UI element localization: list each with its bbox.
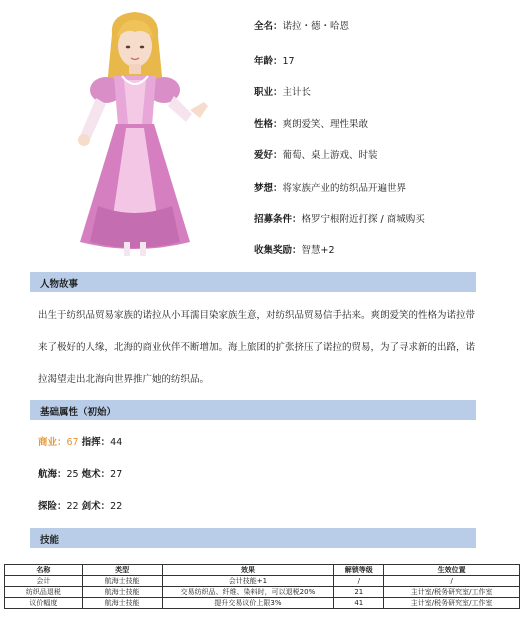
attribute-commerce-label: 商业： bbox=[38, 437, 67, 448]
attribute-swordsmanship-value: 22 bbox=[110, 501, 123, 512]
skills-table bbox=[4, 564, 520, 609]
attribute-commerce-value: 67 bbox=[66, 437, 79, 448]
attribute-swordsmanship-label: 剑术： bbox=[81, 501, 111, 512]
profile-row-recruit: 招募条件：格罗宁根附近打探 / 商城购买 bbox=[254, 214, 425, 225]
attribute-navigation-label: 航海： bbox=[38, 469, 67, 480]
cell-unlock-level: 41 bbox=[334, 598, 384, 609]
col-header-name: 名称 bbox=[5, 565, 83, 576]
cell-location: 主计室/税务研究室/工作室 bbox=[384, 598, 520, 609]
col-header-unlock-level: 解锁等级 bbox=[334, 565, 384, 576]
cell-type: 航海士技能 bbox=[82, 587, 162, 598]
attributes-section-header bbox=[30, 400, 476, 420]
attribute-gunnery-label: 炮术： bbox=[81, 469, 111, 480]
attribute-command-value: 44 bbox=[110, 437, 123, 448]
story-section-header bbox=[30, 272, 476, 292]
skills-section-title: 技能 bbox=[40, 535, 60, 546]
col-header-type: 类型 bbox=[82, 565, 162, 576]
cell-name: 纺织品退税 bbox=[5, 587, 83, 598]
table-row bbox=[5, 598, 520, 609]
cell-unlock-level: / bbox=[334, 576, 384, 587]
cell-type: 航海士技能 bbox=[82, 598, 162, 609]
profile-row-dream: 梦想：将家族产业的纺织品开遍世界 bbox=[254, 183, 407, 194]
attribute-row bbox=[38, 434, 122, 448]
profile-row-fullname: 全名：诺拉・德・哈恩 bbox=[254, 21, 350, 32]
attribute-exploration-label: 探险： bbox=[38, 501, 67, 512]
cell-location: / bbox=[384, 576, 520, 587]
col-header-effect: 效果 bbox=[162, 565, 334, 576]
story-section-title: 人物故事 bbox=[40, 279, 79, 290]
attributes-section-title: 基础属性（初始） bbox=[40, 407, 117, 418]
profile-row-age: 年龄：17 bbox=[254, 56, 295, 67]
cell-name: 议价幅度 bbox=[5, 598, 83, 609]
skills-section-header bbox=[30, 528, 476, 548]
attribute-navigation-value: 25 bbox=[66, 469, 79, 480]
cell-location: 主计室/税务研究室/工作室 bbox=[384, 587, 520, 598]
attribute-gunnery-value: 27 bbox=[110, 469, 123, 480]
cell-effect: 提升交易议价上限3% bbox=[162, 598, 334, 609]
table-header-row bbox=[5, 565, 520, 576]
col-header-location: 生效位置 bbox=[384, 565, 520, 576]
cell-effect: 交易纺织品、纤维、染料时，可以退税20% bbox=[162, 587, 334, 598]
profile-row-personality: 性格：爽朗爱笑、理性果敢 bbox=[254, 119, 369, 130]
cell-unlock-level: 21 bbox=[334, 587, 384, 598]
attribute-command-label: 指挥： bbox=[81, 437, 111, 448]
profile-row-reward: 收集奖励：智慧+2 bbox=[254, 245, 335, 256]
story-text: 出生于纺织品贸易家族的诺拉从小耳濡目染家族生意，对纺织品贸易信手拈来。爽朗爱笑的性格为诺拉带来了极好的人缘，北海的商业伙伴不断增加。海上旅团的扩张挤压了诺拉的贸易，为了寻求新的出路，诺拉渴望走出北海向世界推广她的纺织品。 bbox=[38, 310, 476, 385]
cell-effect: 会计技能+1 bbox=[162, 576, 334, 587]
attribute-row bbox=[38, 466, 122, 480]
profile-row-occupation: 职业：主计长 bbox=[254, 87, 312, 98]
table-row bbox=[5, 576, 520, 587]
attribute-row bbox=[38, 498, 122, 512]
cell-name: 会计 bbox=[5, 576, 83, 587]
cell-type: 航海士技能 bbox=[82, 576, 162, 587]
table-row bbox=[5, 587, 520, 598]
character-portrait bbox=[40, 6, 230, 258]
attribute-exploration-value: 22 bbox=[66, 501, 79, 512]
profile-row-hobbies: 爱好：葡萄、桌上游戏、时装 bbox=[254, 150, 378, 161]
